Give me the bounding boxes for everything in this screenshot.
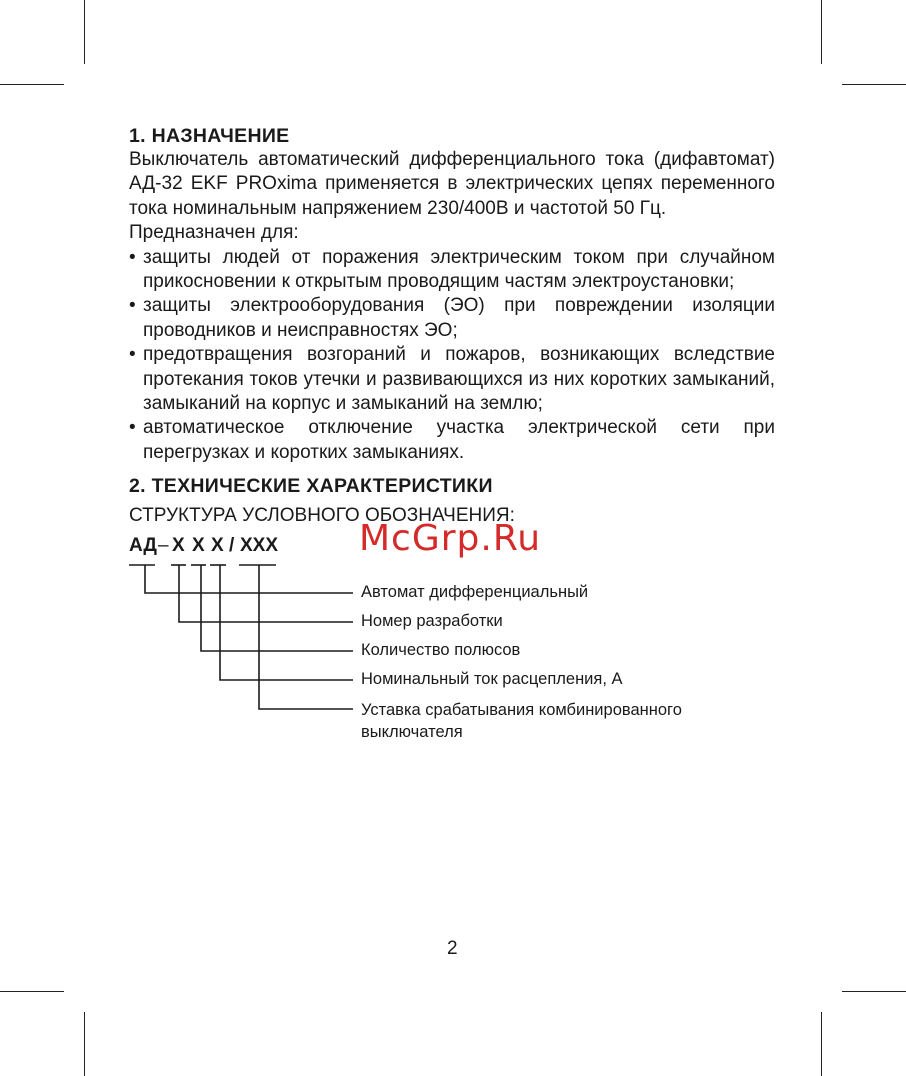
label-poles: Количество полюсов bbox=[361, 641, 521, 659]
structure-title: СТРУКТУРА УСЛОВНОГО ОБОЗНАЧЕНИЯ: bbox=[129, 505, 515, 526]
code-part-x2: Х bbox=[192, 535, 205, 556]
list-item: • автоматическое отключение участка электрической сети при перегрузках и коротких замыканиях. bbox=[129, 417, 775, 463]
code-part-x1: Х bbox=[172, 535, 185, 556]
connector-3 bbox=[201, 565, 353, 651]
bullet-icon: • bbox=[129, 417, 136, 439]
bullet-icon: • bbox=[129, 246, 136, 268]
label-setting-line1: Уставка срабатывания комбинированного bbox=[361, 701, 682, 719]
connector-5 bbox=[259, 565, 353, 709]
code-part-x3: Х bbox=[211, 535, 224, 556]
purpose-label: Предназначен для: bbox=[129, 222, 299, 244]
intro-paragraph: Выключатель автоматический дифференциального тока (дифавтомат) АД-32 EKF PROxima применяется в электрических цепях переменного тока номинальным напряжением 230/400В и частотой 50 Гц. bbox=[129, 149, 775, 219]
list-item: • предотвращения возгораний и пожаров, возникающих вследствие протекания токов утечки и развивающихся из них коротких замыканий, замыканий на корпус и замыканий на землю; bbox=[129, 344, 775, 415]
list-item: • защиты людей от поражения электрическим током при случайном прикосновении к открытым проводящим частям электроустановки; bbox=[129, 246, 775, 293]
code-part-ad: АД bbox=[129, 535, 157, 556]
bullet-icon: • bbox=[129, 344, 136, 366]
label-setting-line2: выключателя bbox=[361, 723, 463, 741]
connector-1 bbox=[145, 565, 353, 593]
section1-heading: 1. НАЗНАЧЕНИЕ bbox=[129, 125, 290, 147]
page-number: 2 bbox=[447, 938, 458, 959]
bullet-icon: • bbox=[129, 295, 136, 317]
section2-heading: 2. ТЕХНИЧЕСКИЕ ХАРАКТЕРИСТИКИ bbox=[129, 475, 493, 497]
code-slash: / bbox=[229, 535, 235, 556]
label-dev-number: Номер разработки bbox=[361, 612, 503, 630]
code-dash: – bbox=[158, 535, 169, 556]
label-rated-current: Номинальный ток расцепления, А bbox=[361, 670, 623, 688]
watermark: McGrp.Ru bbox=[359, 518, 542, 559]
label-type: Автомат дифференциальный bbox=[361, 583, 589, 601]
code-part-xxx: ХХХ bbox=[240, 535, 279, 556]
list-item: • защиты электрооборудования (ЭО) при повреждении изоляции проводников и неисправностях ЭО; bbox=[129, 295, 775, 341]
